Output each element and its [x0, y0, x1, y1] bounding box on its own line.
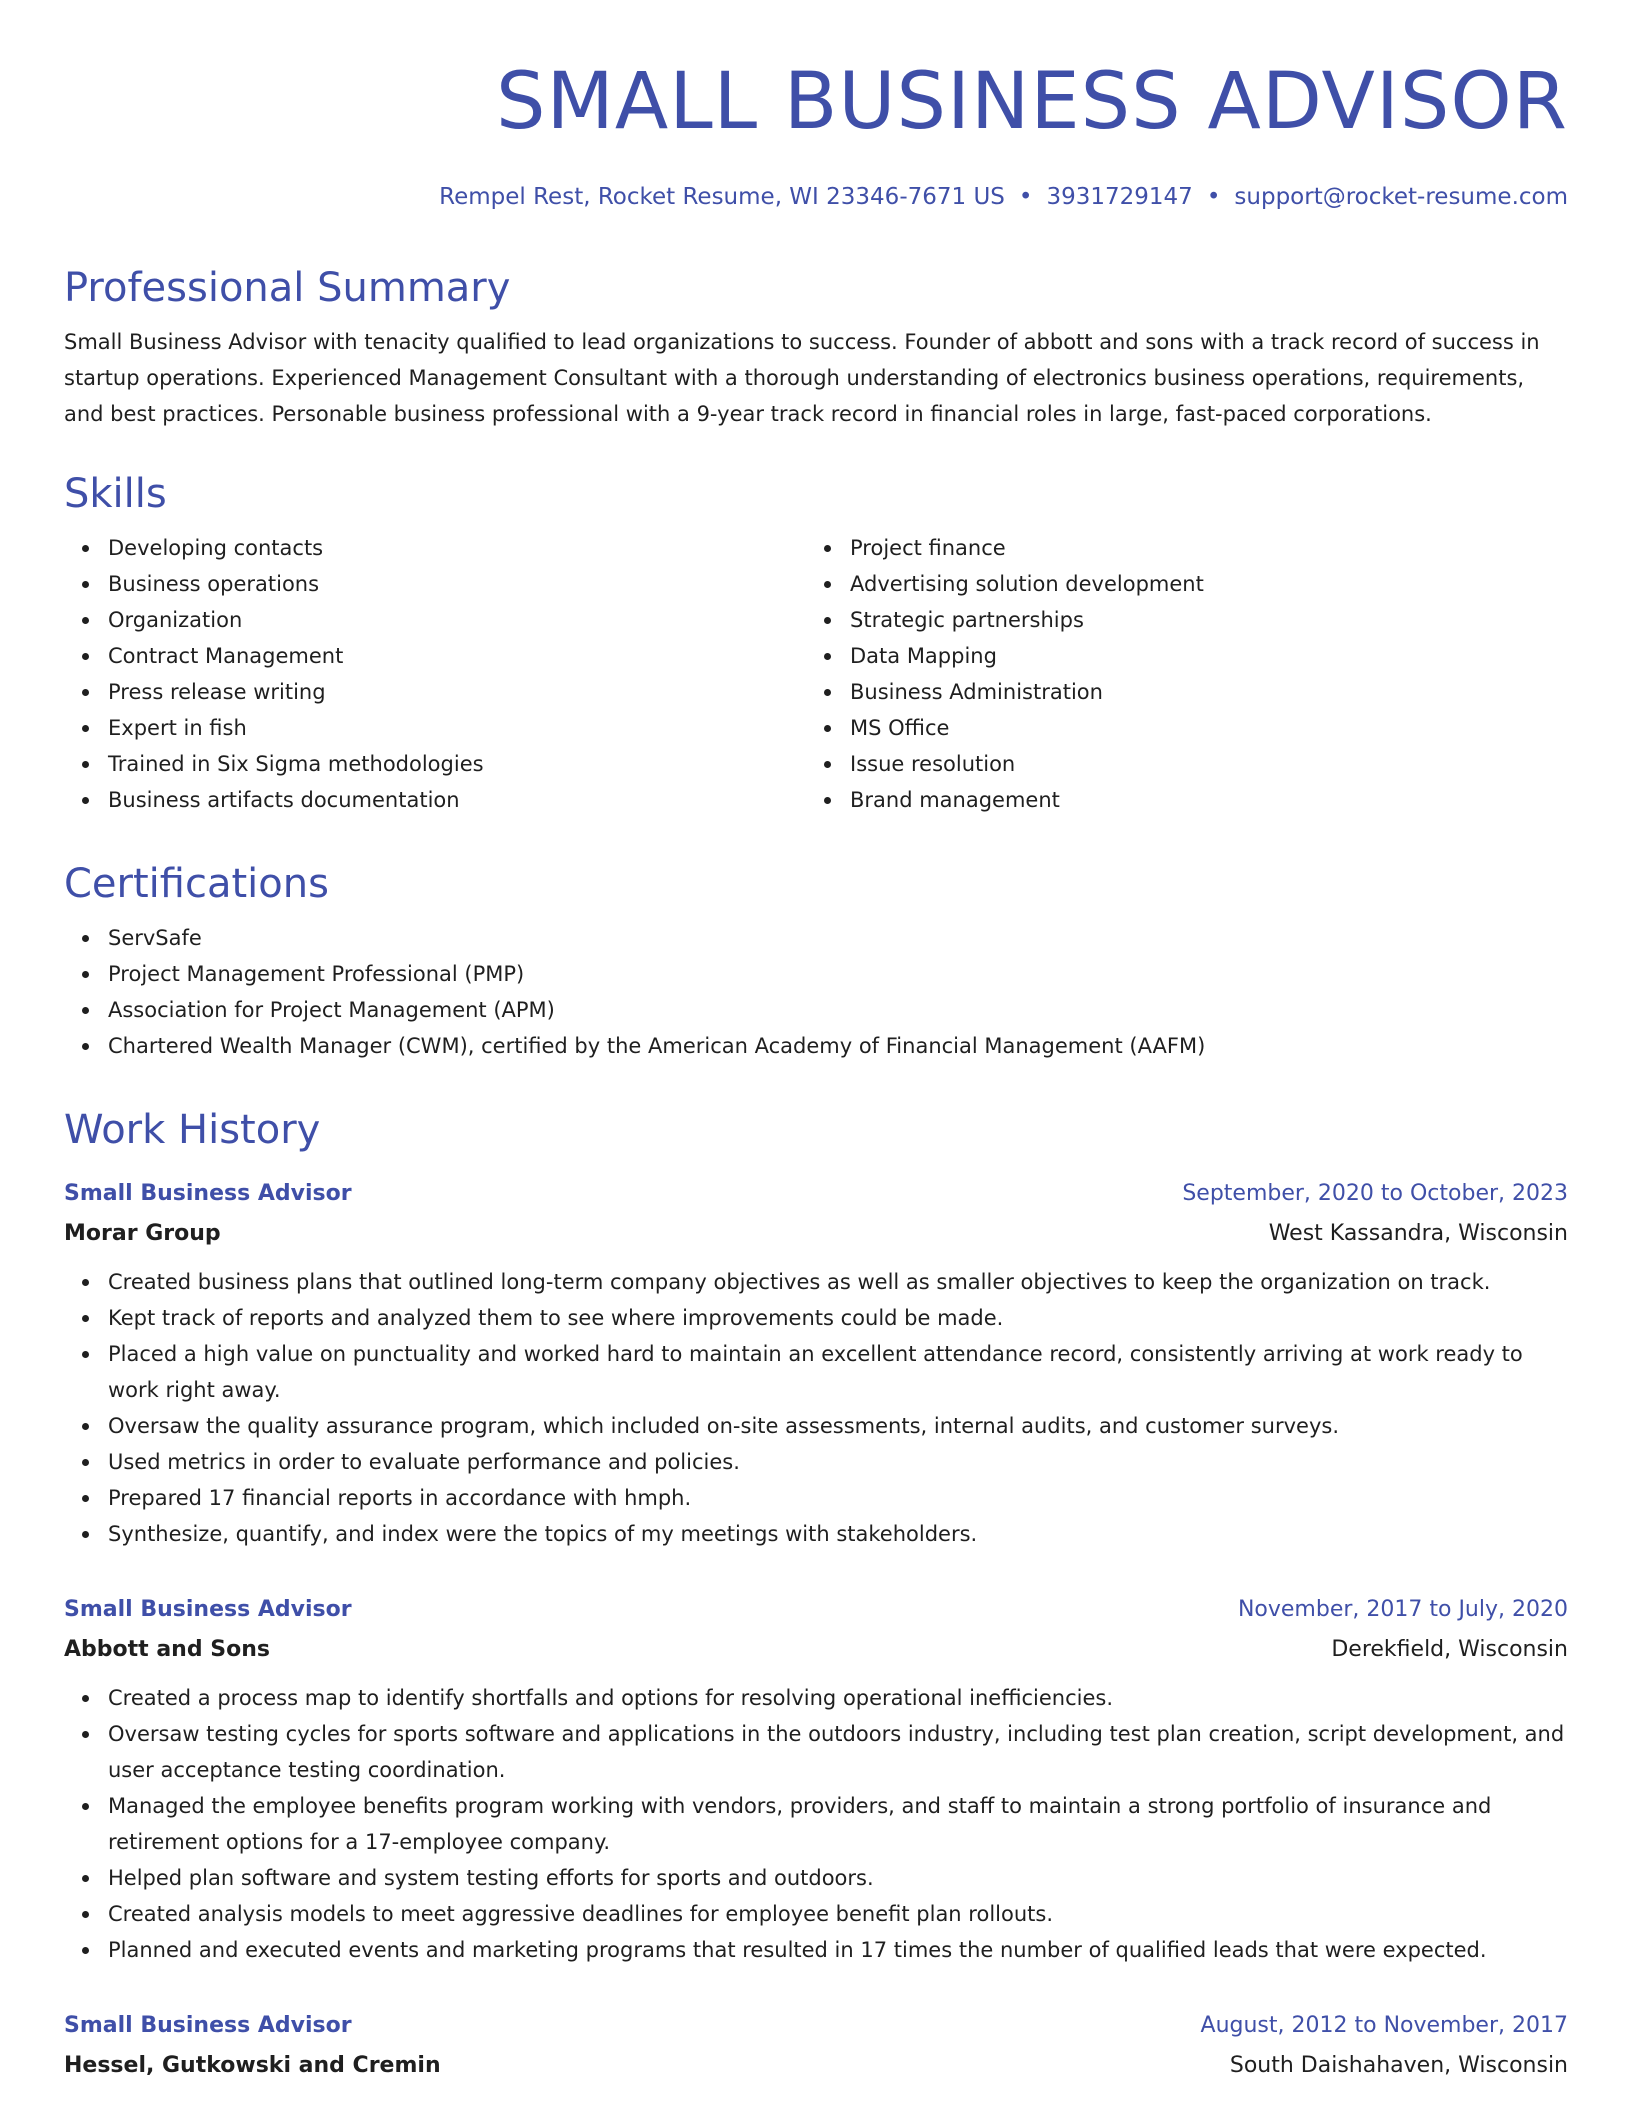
- certifications-list: [64, 920, 1568, 1064]
- job-title: Small Business Advisor: [64, 2013, 352, 2038]
- skill-item: Contract Management: [108, 638, 806, 674]
- job-title: Small Business Advisor: [64, 1597, 352, 1622]
- skill-item: Data Mapping: [850, 638, 1548, 674]
- skills-heading: Skills: [64, 471, 167, 517]
- job-dates: August, 2012 to November, 2017: [1200, 2013, 1568, 2038]
- job-bullet: Planned and executed events and marketing programs that resulted in 17 times the number of qualified leads that were expected.: [108, 1932, 1568, 1968]
- job-title: Small Business Advisor: [64, 1181, 352, 1206]
- job-bullet: Kept track of reports and analyzed them to see where improvements could be made.: [108, 1300, 1568, 1336]
- contact-separator: •: [1018, 184, 1033, 210]
- skill-item: Expert in fish: [108, 710, 806, 746]
- certification-item: ServSafe: [108, 920, 1568, 956]
- contact-separator: •: [1206, 184, 1221, 210]
- skill-item: Organization: [108, 602, 806, 638]
- job-company: Hessel, Gutkowski and Cremin: [64, 2053, 441, 2078]
- certification-item: Project Management Professional (PMP): [108, 956, 1568, 992]
- job-entry: [64, 1590, 1568, 1968]
- job-entry: [64, 2006, 1568, 2086]
- summary-heading: Professional Summary: [64, 265, 511, 311]
- job-header-row: [64, 1174, 1568, 1214]
- skill-item: MS Office: [850, 710, 1548, 746]
- job-bullet: Synthesize, quantify, and index were the topics of my meetings with stakeholders.: [108, 1516, 1568, 1552]
- job-bullets: [64, 1264, 1568, 1552]
- job-bullet: Created a process map to identify shortfalls and options for resolving operational inefficiencies.: [108, 1680, 1568, 1716]
- job-company-row: [64, 1630, 1568, 1670]
- job-company: Morar Group: [64, 1221, 221, 1246]
- job-bullet: Used metrics in order to evaluate performance and policies.: [108, 1444, 1568, 1480]
- skill-item: Brand management: [850, 782, 1548, 818]
- certifications-heading: Certifications: [64, 861, 329, 907]
- job-bullet: Created analysis models to meet aggressive deadlines for employee benefit plan rollouts.: [108, 1896, 1568, 1932]
- skills-grid: [64, 522, 1568, 818]
- skill-item: Trained in Six Sigma methodologies: [108, 746, 806, 782]
- job-company: Abbott and Sons: [64, 1637, 270, 1662]
- job-bullet: Prepared 17 financial reports in accordance with hmph.: [108, 1480, 1568, 1516]
- skills-section: [64, 466, 1568, 818]
- contact-address: Rempel Rest, Rocket Resume, WI 23346-7671 US: [439, 184, 1005, 210]
- job-location: West Kassandra, Wisconsin: [1268, 1221, 1568, 1246]
- certification-item: Association for Project Management (APM): [108, 992, 1568, 1028]
- job-header-row: [64, 1590, 1568, 1630]
- skill-item: Press release writing: [108, 674, 806, 710]
- skill-item: Strategic partnerships: [850, 602, 1548, 638]
- skill-item: Business artifacts documentation: [108, 782, 806, 818]
- skill-item: Advertising solution development: [850, 566, 1548, 602]
- skill-item: Business Administration: [850, 674, 1548, 710]
- job-bullet: Oversaw the quality assurance program, which included on-site assessments, internal audits, and customer surveys.: [108, 1408, 1568, 1444]
- summary-text: Small Business Advisor with tenacity qualified to lead organizations to success. Founder of abbott and sons with a track record of success in startup operations. Experienced Management Consultant with a thorough understanding of electronics business operations, requirements, and best practices. Personable business professional with a 9-year track record in financial roles in large, fast-paced corporations.: [64, 330, 1540, 426]
- skills-list-right: [806, 530, 1548, 818]
- job-bullet: Placed a high value on punctuality and worked hard to maintain an excellent attendance record, consistently arriving at work ready to work right away.: [108, 1336, 1568, 1408]
- job-dates: November, 2017 to July, 2020: [1237, 1597, 1568, 1622]
- job-bullet: Helped plan software and system testing efforts for sports and outdoors.: [108, 1860, 1568, 1896]
- skill-item: Business operations: [108, 566, 806, 602]
- summary-section: [64, 260, 1568, 432]
- work-history-heading: Work History: [64, 1107, 321, 1153]
- certifications-section: [64, 856, 1568, 1064]
- job-bullet: Managed the employee benefits program working with vendors, providers, and staff to maintain a strong portfolio of insurance and retirement options for a 17-employee company.: [108, 1788, 1568, 1860]
- job-bullet: Oversaw testing cycles for sports software and applications in the outdoors industry, including test plan creation, script development, and user acceptance testing coordination.: [108, 1716, 1568, 1788]
- job-header-row: [64, 2006, 1568, 2046]
- job-location: Derekfield, Wisconsin: [1331, 1637, 1568, 1662]
- skill-item: Project finance: [850, 530, 1548, 566]
- job-entry: [64, 1174, 1568, 1552]
- job-company-row: [64, 1214, 1568, 1254]
- job-bullet: Created business plans that outlined long-term company objectives as well as smaller objectives to keep the organization on track.: [108, 1264, 1568, 1300]
- contact-line: [439, 180, 1568, 214]
- job-company-row: [64, 2046, 1568, 2086]
- contact-email[interactable]: support@rocket-resume.com: [1234, 184, 1568, 210]
- candidate-title: SMALL BUSINESS ADVISOR: [496, 57, 1568, 147]
- job-location: South Daishahaven, Wisconsin: [1229, 2053, 1568, 2078]
- job-bullets: [64, 1680, 1568, 1968]
- contact-phone[interactable]: 3931729147: [1046, 184, 1193, 210]
- certification-item: Chartered Wealth Manager (CWM), certified by the American Academy of Financial Management (AAFM): [108, 1028, 1568, 1064]
- skill-item: Issue resolution: [850, 746, 1548, 782]
- skills-list-left: [64, 530, 806, 818]
- job-dates: September, 2020 to October, 2023: [1182, 1181, 1568, 1206]
- work-history-section: [64, 1102, 1568, 1158]
- skill-item: Developing contacts: [108, 530, 806, 566]
